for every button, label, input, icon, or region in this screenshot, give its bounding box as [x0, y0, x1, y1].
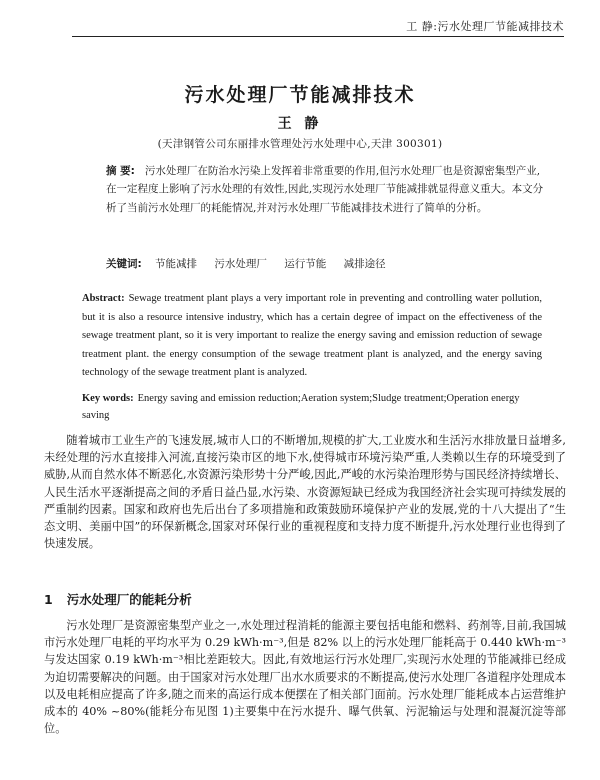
english-abstract [82, 290, 542, 383]
section-paragraph: 污水处理厂是资源密集型产业之一,水处理过程消耗的能源主要包括电能和燃料、药剂等,目前,我国城市污水处理厂电耗的平均水平为 0.29 kWh·m⁻³,但是 82% 以上的污水处理厂能耗高于 0.440 kWh·m⁻³与发达国家 0.19 kWh·m⁻³相比差距较大。因此,有效地运行污水处理厂,实现污水处理的节能减排已经成为迫切需要解决的问题。由于国家对污水处理厂出水水质要求的不断提高,使污水处理厂各道程序处理成本以及电耗相应提高了许多,随之而来的高运行成本便摆在了相关部门面前。污水处理厂能耗成本占运营维护成本的 40% ~80%(能耗分布见图 1)主要集中在污水提升、曝气供氧、污泥输运与处理和混凝沉淀等部位。 [44, 619, 566, 736]
english-keywords-text: Energy saving and emission reduction;Aeration system;Sludge treatment;Operation energy saving [82, 393, 520, 421]
keyword: 运行节能 [284, 258, 327, 270]
header-rule [72, 36, 564, 37]
keyword: 减排途径 [343, 258, 386, 270]
article-title: 污水处理厂节能减排技术 [184, 84, 416, 106]
section-number: 1 [44, 592, 53, 607]
chinese-keywords-label: 关键词: [106, 258, 142, 270]
english-keywords [82, 390, 542, 424]
section-title: 污水处理厂的能耗分析 [66, 592, 192, 607]
author-name: 王 静 [277, 116, 323, 132]
english-abstract-text: Sewage treatment plant plays a very important role in preventing and controlling water pollution, but it is also a resource intensive industry, which has a certain degree of impact on the effectiveness of the sewage treatment plant, so it is very important to realize the energy saving and emission reduction of sewage treatment plant. the energy consumption of the sewage treatment plant is analyzed, and the energy saving technology of the sewage treatment plant is analyzed. [82, 293, 542, 378]
keyword: 污水处理厂 [214, 258, 267, 270]
english-abstract-label: Abstract: [82, 293, 125, 304]
chinese-abstract-label: 摘 要: [106, 165, 135, 177]
keyword: 节能减排 [155, 258, 198, 270]
section-heading [44, 590, 192, 608]
english-keywords-label: Key words: [82, 393, 134, 404]
chinese-keywords [106, 256, 546, 271]
chinese-abstract-text: 污水处理厂在防治水污染上发挥着非常重要的作用,但污水处理厂也是资源密集型产业,在一定程度上影响了污水处理的有效性,因此,实现污水处理厂节能减排就显得意义重大。本文分析了当前污水处理厂的耗能情况,并对污水处理厂节能减排技术进行了简单的分析。 [106, 165, 544, 214]
running-head: 工 静:污水处理厂节能减排技术 [406, 20, 564, 33]
intro-paragraph: 随着城市工业生产的飞速发展,城市人口的不断增加,规模的扩大,工业废水和生活污水排放量日益增多,未经处理的污水直接排入河流,直接污染市区的地下水,使得城市环境污染严重,人类赖以生存的环境受到了威胁,从而自然水体不断恶化,水资源污染形势十分严峻,因此,严峻的水污染治理形势与国民经济持续增长、人民生活水平逐渐提高之间的矛盾日益凸显,水污染、水资源短缺已经成为我国经济社会实现可持续发展的严重制约因素。国家和政府也先后出台了多项措施和政策鼓励环境保护产业的发展,党的十八大提出了“生态文明、美丽中国”的环保新概念,国家对环保行业的重视程度和支持力度不断提升,污水处理行业也得到了快速发展。 [44, 434, 566, 551]
chinese-abstract [106, 162, 546, 217]
author-affiliation: (天津钢管公司东丽排水管理处污水处理中心,天津 300301) [157, 138, 443, 150]
